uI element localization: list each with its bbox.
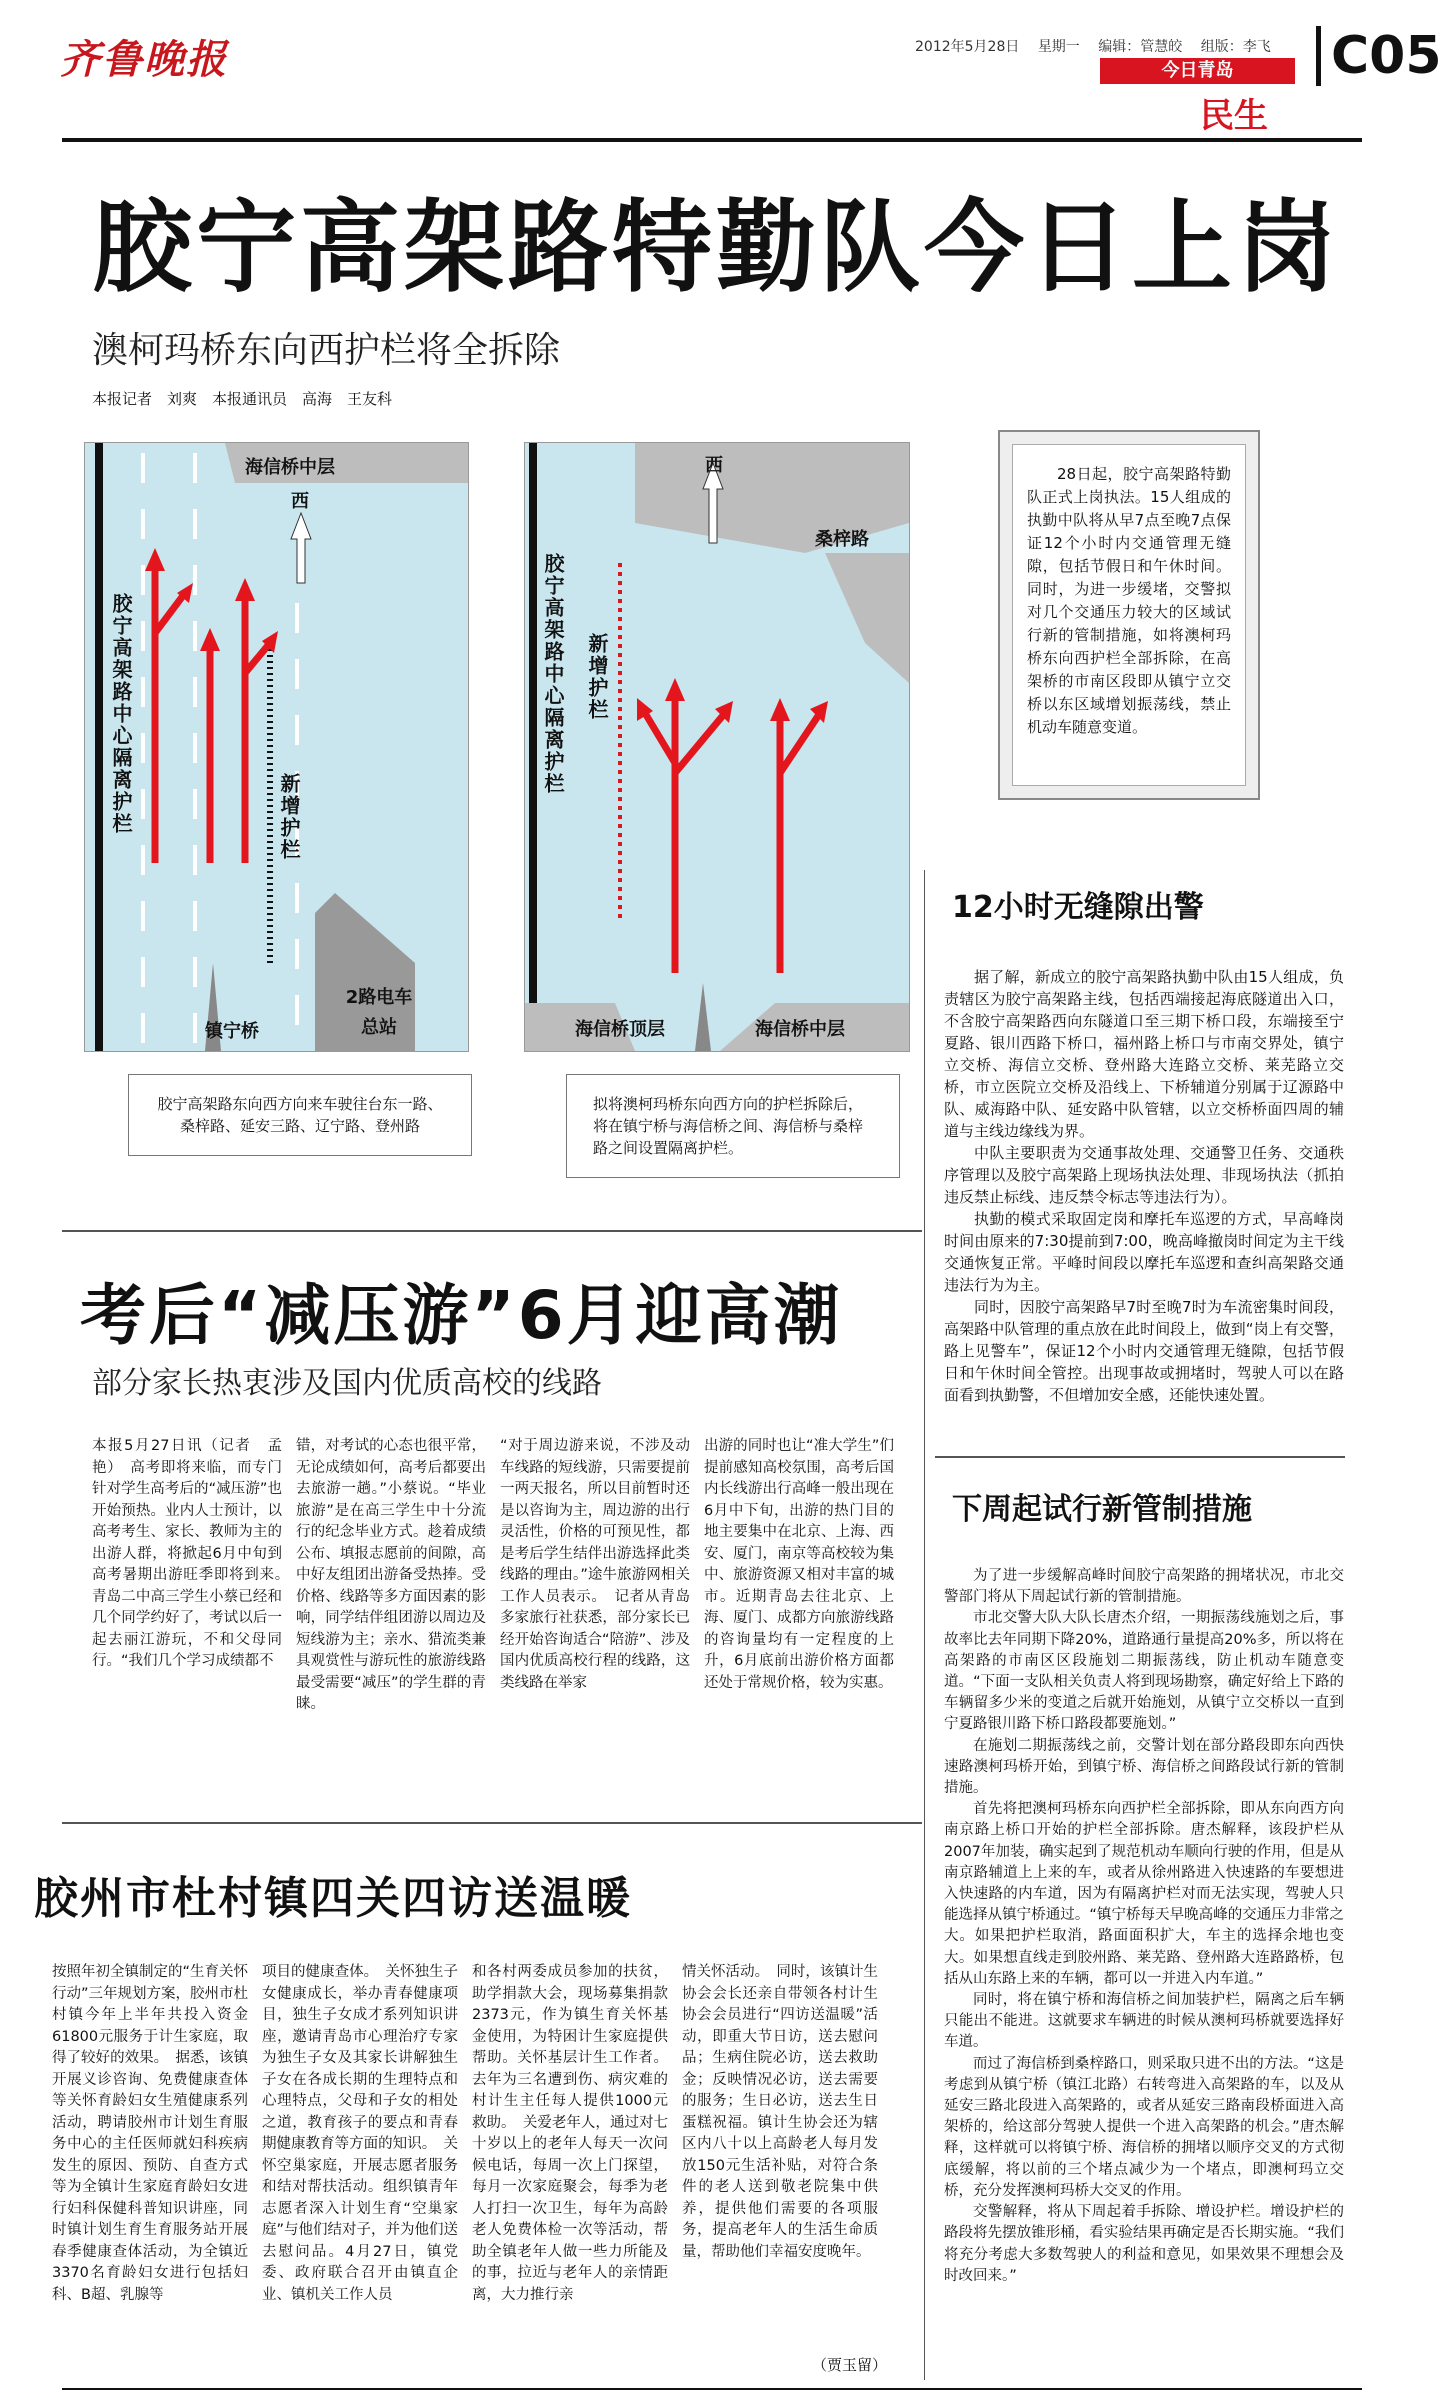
map1-label-median: 胶宁高架路中心隔离护栏 xyxy=(109,593,133,835)
header-rule xyxy=(62,138,1362,142)
summary-box xyxy=(998,430,1260,800)
bridge-pier xyxy=(695,983,711,1051)
map1-label-west: 西 xyxy=(291,491,309,512)
ducun-col-3: 和各村两委成员参加的扶贫，助学捐款大会，现场募集捐款2373元，作为镇生育关怀基金使用，为特困计生家庭提供帮助。关怀基层计生工作者。去年为三名遭到伤、病灾难的村计生主任每人提供1000元救助。 关爱老年人，通过对七十岁以上的老年人每天一次问候电话，每周一次上门探望，每月一次家庭聚会，每季为老人打扫一次卫生，每年为高龄老人免费体检一次等活动，帮助全镇老年人做一些力所能及的事，拉近与老年人的亲情距离，大力推行亲 xyxy=(472,1964,668,2303)
section-heading-1: 12小时无缝隙出警 xyxy=(952,890,1204,925)
arrowheads xyxy=(637,678,828,723)
paragraph: 据了解，新成立的胶宁高架路执勤中队由15人组成，负责辖区为胶宁高架路主线，包括西端接起海底隧道出入口，不含胶宁高架路西向东隧道口至三期下桥口段，东端接至宁夏路、银川西路下桥口，福州路上桥口与市南交界处，镇宁立交桥、海信立交桥、登州路大连路立交桥、莱芜路立交桥，市立医院立交桥及沿线上、下桥辅道分别属于辽源路中队、威海路中队、延安路中队管辖，以立交桥桥面四周的辅道与主线边缘线为界。 xyxy=(944,968,1344,1140)
arrowheads xyxy=(145,548,278,653)
paragraph: 同时，因胶宁高架路早7时至晚7时为车流密集时间段，高架路中队管理的重点放在此时间段上，做到“岗上有交警，路上见警车”，保证12个小时内交通管理无缝隙，包括节假日和午休时间全管控。出现事故或拥堵时，驾驶人可以在路面看到执勤警，不但增加安全感，还能快速处置。 xyxy=(944,1298,1344,1404)
travel-col-1: 本报5月27日讯（记者 孟艳） 高考即将来临，而专门针对学生高考后的“减压游”也开始预热。业内人士预计，以高考考生、家长、教师为主的出游人群，将掀起6月中旬到高考暑期出游旺季即将到来。 青岛二中高三学生小蔡已经和几个同学约好了，考试以后一起去丽江游玩，不和父母同行。“我们几个学习成绩都不 xyxy=(92,1438,297,1669)
paragraph: 首先将把澳柯玛桥东向西护栏全部拆除，即从东向西方向南京路上桥口开始的护栏全部拆除。唐杰解释，该段护栏从2007年加装，确实起到了规范机动车顺向行驶的作用，但是从南京路辅道上上来的车，或者从徐州路进入快速路的车要想进入快速路的内车道，因为有隔离护栏对而无法实现，驾驶人只能选择从镇宁桥通过。“镇宁桥每天早晚高峰的交通压力非常之大。如果把护栏取消，路面面积扩大，车主的选择余地也变大。如果想直线走到胶州路、莱芜路、登州路大连路路桥，包括从山东路上来的车辆，都可以一并进入内车道。” xyxy=(944,1801,1344,1987)
paragraph: 而过了海信桥到桑梓路口，则采取只进不出的方法。“这是考虑到从镇宁桥（镇江北路）右转弯进入高架路的车，以及从延安三路北段进入高架路的，或者从延安三路南段桥面进入高架桥的，给这部分驾驶人提供一个进入高架路的机会。”唐杰解释，这样就可以将镇宁桥、海信桥的拥堵以顺序交叉的方式彻底缓解，将以前的三个堵点减少为一个堵点，即澳柯玛立交桥，充分发挥澳柯玛桥大交叉的作用。 xyxy=(944,2055,1344,2199)
section2-body xyxy=(944,1566,1344,2287)
median-barrier-line xyxy=(529,443,537,1051)
issue-weekday: 星期一 xyxy=(1037,39,1080,55)
map1-label-top: 海信桥中层 xyxy=(245,457,335,478)
layout-credit: 组版：李飞 xyxy=(1200,39,1271,55)
map1-label-tram: 2路电车总站 xyxy=(345,987,413,1038)
headline-ducun: 胶州市杜村镇四关四访送温暖 xyxy=(34,1873,632,1924)
map2-label-west: 西 xyxy=(705,455,723,476)
ducun-col-1: 按照年初全镇制定的“生育关怀行动”三年规划方案，胶州市杜村镇今年上半年共投入资金61800元服务于计生家庭，取得了较好的效果。 据悉，该镇开展义诊咨询、免费健康查体等关怀育龄妇女生殖健康系列活动，聘请胶州市计划生育服务中心的主任医师就妇科疾病发生的原因、预防、自查方式等为全镇计生家庭育龄妇女进行妇科保健科普知识讲座，同时镇计划生育生育服务站开展春季健康查体活动，为全镇近3370名育龄妇女进行包括妇科、B超、乳腺等 xyxy=(52,1964,249,2303)
map2-label-newbar: 新增护栏 xyxy=(585,633,609,721)
road-map-1 xyxy=(84,442,469,1052)
paragraph: 中队主要职责为交通事故处理、交通警卫任务、交通秩序管理以及胶宁高架路上现场执法处理、非现场执法（抓拍违反禁止标线、违反禁令标志等违法行为）。 xyxy=(944,1144,1344,1206)
headline-travel: 考后“减压游”6月迎高潮 xyxy=(80,1277,843,1354)
section-heading-2: 下周起试行新管制措施 xyxy=(952,1492,1252,1527)
editor-credit: 编辑：管慧皎 xyxy=(1098,39,1183,55)
road-map-1-drawing xyxy=(85,443,468,1051)
article-rule xyxy=(62,1822,922,1824)
map2-caption: 拟将澳柯玛桥东向西方向的护栏拆除后，将在镇宁桥与海信桥之间、海信桥与桑梓路之间设置隔离护栏。 xyxy=(566,1074,900,1178)
ducun-col-4: 情关怀活动。 同时，该镇计生协会会长还亲自带领各村计生协会会员进行“四访送温暖”活动，即重大节日访，送去慰问品；生病住院必访，送去救助金；反映情况必访，送去需要的服务；生日必访，送去生日蛋糕祝福。镇计生协会还为辖区内八十以上高龄老人每月发放150元生活补贴，对符合条件的老人送到敬老院集中供养，提供他们需要的各项服务，提高老年人的生活生命质量，帮助他们幸福安度晚年。 xyxy=(682,1964,878,2260)
issue-date: 2012年5月28日 xyxy=(915,39,1020,55)
issue-meta xyxy=(915,36,1285,56)
ducun-col-2: 项目的健康查体。 关怀独生子女健康成长，举办青春健康项目，独生子女成才系列知识讲座，邀请青岛市心理治疗专家为独生子女及其家长讲解独生子女在各成长期的生理特点和心理特点，父母和子女的相处之道，教育孩子的要点和青春期健康教育等方面的知识。 关怀空巢家庭，开展志愿者服务和结对帮扶活动。组织镇青年志愿者深入计划生育“空巢家庭”与他们结对子，并为他们送去慰问品。4月27日，镇党委、政府联合召开由镇直企业、镇机关工作人员 xyxy=(262,1964,459,2303)
map2-label-top-layer: 海信桥顶层 xyxy=(575,1019,665,1040)
map2-label-mid-layer: 海信桥中层 xyxy=(755,1019,845,1040)
summary-text: 28日起，胶宁高架路特勤队正式上岗执法。15人组成的执勤中队将从早7点至晚7点保证12个小时内交通管理无缝隙，包括节假日和午休时间。同时，为进一步缓堵，交警拟对几个交通压力较大的区域试行新的管制措施，如将澳柯玛桥东向西护栏全部拆除，在高架桥的市南区段即从镇宁立交桥以东区域增划振荡线，禁止机动车随意变道。 xyxy=(1012,444,1246,786)
sangzi-road-block xyxy=(825,553,909,683)
headline-main-subtitle: 澳柯玛桥东向西护栏将全拆除 xyxy=(92,330,561,371)
edition-banner: 今日青岛 xyxy=(1100,58,1295,84)
footer-rule xyxy=(62,2388,1362,2390)
travel-col-3: “对于周边游来说，不涉及动车线路的短线游，只需要提前一两天报名，所以目前暂时还是以咨询为主，周边游的出行灵活性，价格的可预见性，都是考后学生结伴出游选择此类线路的理由。”途牛旅游网相关工作人员表示。 记者从青岛多家旅行社获悉，部分家长已经开始咨询适合“陪游”、涉及国内优质高校行程的线路，这类线路在举家 xyxy=(500,1438,690,1691)
paragraph: 执勤的模式采取固定岗和摩托车巡逻的方式，早高峰岗时间由原来的7:30提前到7:00，晚高峰撤岗时间定为主干线交通恢复正常。平峰时间段以摩托车巡逻和查纠高架路交通违法行为为主。 xyxy=(944,1210,1344,1294)
paragraph: 市北交警大队大队长唐杰介绍，一期振荡线施划之后，事故率比去年同期下降20%，道路通行量提高20%多，所以将在高架路的市南区区段施划二期振荡线，防止机动车随意变道。“下面一支队相关负责人将到现场勘察，确定好给上下路的车辆留多少米的变道之后就开始施划，从镇宁立交桥以一直到宁夏路银川路下桥口路段都要施划。” xyxy=(944,1610,1344,1733)
byline: 本报记者 刘爽 本报通讯员 高海 王友科 xyxy=(92,390,393,408)
paragraph: 为了进一步缓解高峰时间胶宁高架路的拥堵状况，市北交警部门将从下周起试行新的管制措施。 xyxy=(944,1568,1344,1606)
map1-caption: 胶宁高架路东向西方向来车驶往台东一路、桑梓路、延安三路、辽宁路、登州路 xyxy=(128,1074,472,1156)
road-map-2 xyxy=(524,442,910,1052)
section-label: 民生 xyxy=(1200,96,1268,136)
median-barrier-line xyxy=(95,443,103,1051)
column-rule xyxy=(935,1456,1345,1458)
paragraph: 同时，将在镇宁桥和海信桥之间加装护栏，隔离之后车辆只能出不能进。这就要求车辆进的时候从澳柯玛桥就要选择好车道。 xyxy=(944,1992,1344,2051)
traffic-arrows xyxy=(155,563,270,863)
map1-label-newbar: 新增护栏 xyxy=(277,773,301,861)
headline-main: 胶宁高架路特勤队今日上岗 xyxy=(92,189,1340,306)
paragraph: 交警解释，将从下周起着手拆除、增设护栏。增设护栏的路段将先摆放锥形桶，看实验结果再确定是否长期实施。“我们将充分考虑大多数驾驶人的利益和意见，如果效果不理想会及时改回来。” xyxy=(944,2204,1344,2284)
west-arrow xyxy=(291,513,311,583)
masthead-logo: 齐鲁晚报 xyxy=(60,36,228,83)
ducun-credit: （贾玉留） xyxy=(812,2356,888,2374)
paragraph: 在施划二期振荡线之前，交警计划在部分路段即东向西快速路澳柯玛桥开始，到镇宁桥、海信桥之间路段试行新的管制措施。 xyxy=(944,1737,1344,1797)
article-rule xyxy=(62,1230,922,1232)
section1-body xyxy=(944,966,1344,1406)
column-rule-vertical xyxy=(924,870,925,2380)
map2-label-sangzi: 桑梓路 xyxy=(815,529,869,550)
map2-label-median: 胶宁高架路中心隔离护栏 xyxy=(541,553,565,795)
travel-col-4: 出游的同时也让“准大学生”们提前感知高校氛围，高考后国内长线游出行高峰一般出现在6月中下旬，出游的热门目的地主要集中在北京、上海、西安、厦门，南京等高校较为集中、旅游资源又相对丰富的城市。近期青岛去往北京、上海、厦门、成都方向旅游线路的咨询量均有一定程度的上升，6月底前出游价格方面都还处于常规价格，较为实惠。 xyxy=(704,1438,894,1691)
traffic-arrows xyxy=(645,693,820,973)
travel-col-2: 错，对考试的心态也很平常，无论成绩如何，高考后都要出去旅游一趟。”小蔡说。“毕业旅游”是在高三学生中十分流行的纪念毕业方式。趁着成绩公布、填报志愿前的间隙，高中好友组团出游备受热捧。受价格、线路等多方面因素的影响，同学结伴组团游以周边及短线游为主；亲水、猎流类兼具观赏性与游玩性的旅游线路最受需要“减压”的学生群的青睐。 xyxy=(296,1438,486,1712)
map1-label-zhenning: 镇宁桥 xyxy=(205,1021,259,1042)
page-number: C05 xyxy=(1316,26,1442,86)
headline-travel-subtitle: 部分家长热衷涉及国内优质高校的线路 xyxy=(92,1366,602,1401)
